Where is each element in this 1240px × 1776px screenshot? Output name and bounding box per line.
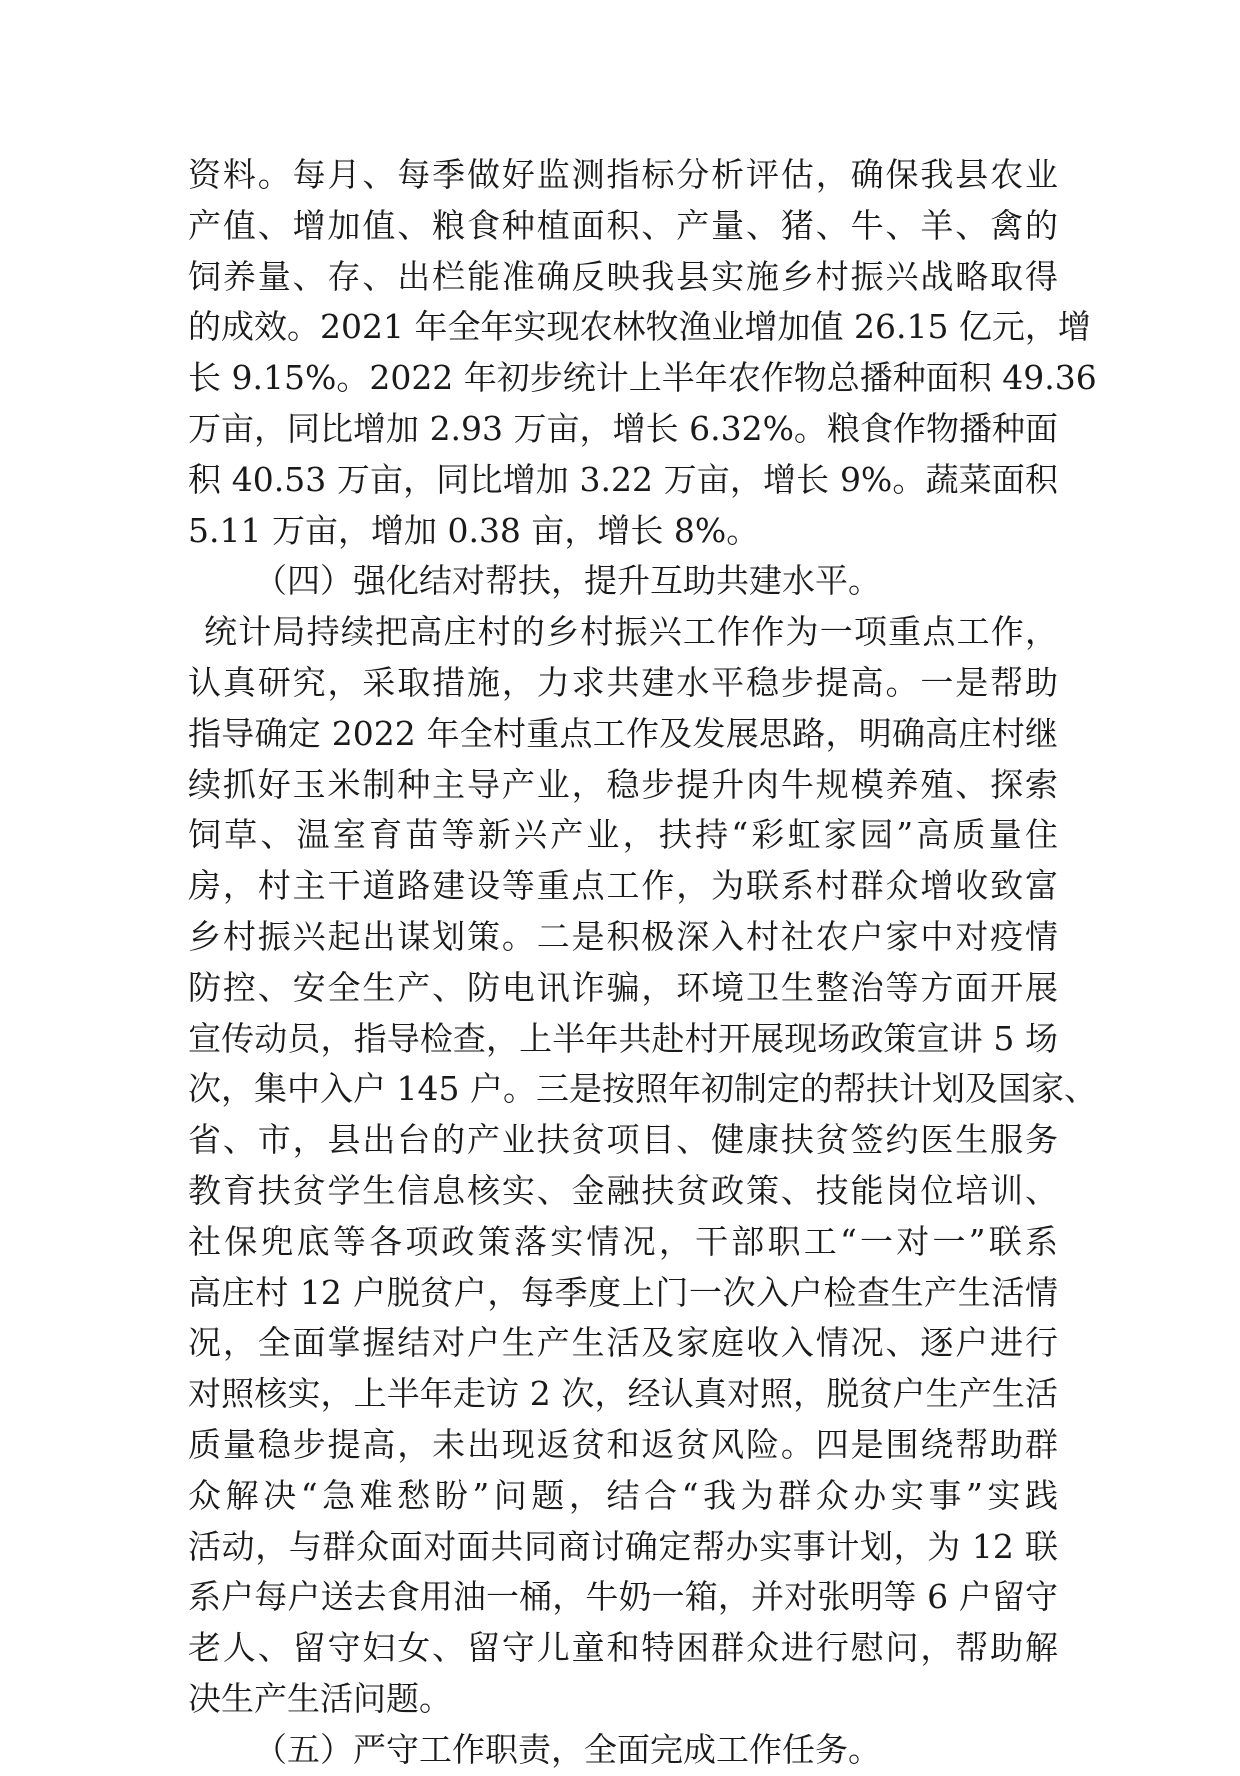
text-line: 质量稳步提高，未出现返贫和返贫风险。四是围绕帮助群 [188, 1424, 1058, 1464]
text-line: 指导确定 2022 年全村重点工作及发展思路，明确高庄村继 [188, 713, 1058, 753]
text-line: 活动，与群众面对面共同商讨确定帮办实事计划，为 12 联 [188, 1526, 1058, 1566]
text-line: 况，全面掌握结对户生产生活及家庭收入情况、逐户进行 [188, 1323, 1058, 1363]
text-line: 饲草、温室育苗等新兴产业，扶持“彩虹家园”高质量住 [188, 815, 1058, 855]
document-body [188, 150, 1097, 1776]
text-line: 长 9.15%。2022 年初步统计上半年农作物总播种面积 49.36 [188, 358, 1097, 398]
text-line: 系户每户送去食用油一桶，牛奶一箱，并对张明等 6 户留守 [188, 1577, 1058, 1617]
text-line: 决生产生活问题。 [188, 1678, 452, 1718]
text-line: 房，村主干道路建设等重点工作，为联系村群众增收致富 [188, 866, 1058, 906]
text-line: 对照核实，上半年走访 2 次，经认真对照，脱贫户生产生活 [188, 1374, 1058, 1414]
text-line: 省、市，县出台的产业扶贫项目、健康扶贫签约医生服务 [188, 1120, 1058, 1160]
paragraph-assistance-work [188, 607, 1097, 1725]
text-line: 饲养量、存、出栏能准确反映我县实施乡村振兴战略取得 [188, 256, 1058, 296]
text-line: 教育扶贫学生信息核实、金融扶贫政策、技能岗位培训、 [188, 1170, 1058, 1210]
text-line: 众解决“急难愁盼”问题，结合“我为群众办实事”实践 [188, 1475, 1058, 1515]
text-line: 的成效。2021 年全年实现农林牧渔业增加值 26.15 亿元，增 [188, 307, 1091, 347]
text-line: 资料。每月、每季做好监测指标分析评估，确保我县农业 [188, 155, 1058, 194]
text-line: 续抓好玉米制种主导产业，稳步提升肉牛规模养殖、探索 [188, 764, 1058, 804]
heading-text: （四）强化结对帮扶，提升互助共建水平。 [254, 561, 881, 601]
text-line: 认真研究，采取措施，力求共建水平稳步提高。一是帮助 [188, 662, 1058, 702]
text-line: 乡村振兴起出谋划策。二是积极深入村社农户家中对疫情 [188, 916, 1058, 956]
section-heading-4 [188, 556, 1058, 607]
text-line: 宣传动员，指导检查，上半年共赴村开展现场政策宣讲 5 场 [188, 1018, 1058, 1058]
text-line: 万亩，同比增加 2.93 万亩，增长 6.32%。粮食作物播种面 [188, 408, 1058, 448]
text-line: 积 40.53 万亩，同比增加 3.22 万亩，增长 9%。蔬菜面积 [188, 459, 1058, 499]
section-heading-5 [188, 1725, 1058, 1776]
text-line: 高庄村 12 户脱贫户，每季度上门一次入户检查生产生活情 [188, 1272, 1058, 1312]
text-line: 社保兜底等各项政策落实情况，干部职工“一对一”联系 [188, 1221, 1058, 1261]
text-line: 次，集中入户 145 户。三是按照年初制定的帮扶计划及国家、 [188, 1069, 1097, 1109]
text-line: 老人、留守妇女、留守儿童和特困群众进行慰问，帮助解 [188, 1628, 1058, 1668]
paragraph-statistics-results [188, 150, 1097, 556]
text-line: 防控、安全生产、防电讯诈骗，环境卫生整治等方面开展 [188, 967, 1058, 1007]
text-line: 5.11 万亩，增加 0.38 亩，增长 8%。 [188, 510, 760, 550]
heading-text: （五）严守工作职责，全面完成工作任务。 [254, 1729, 881, 1769]
text-line: 产值、增加值、粮食种植面积、产量、猪、牛、羊、禽的 [188, 205, 1058, 245]
text-line: 统计局持续把高庄村的乡村振兴工作作为一项重点工作， [204, 612, 1058, 652]
